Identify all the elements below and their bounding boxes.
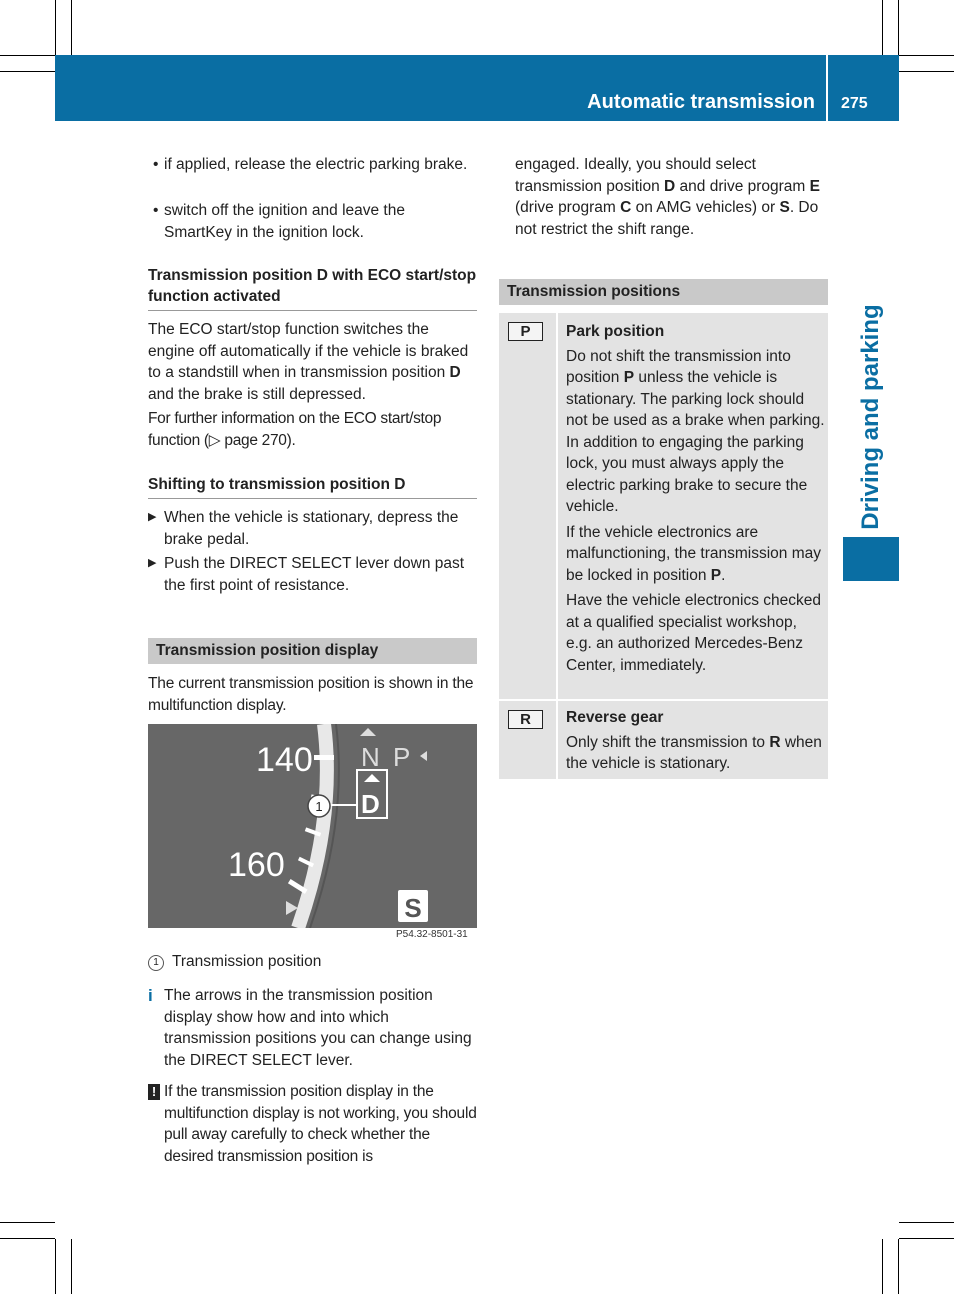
gear-cell (499, 701, 556, 779)
table-row-reverse (499, 701, 828, 779)
up-arrow-icon (360, 728, 376, 736)
crop-mark (0, 1222, 55, 1223)
park-description (566, 321, 826, 680)
chapter-label: Driving and parking (857, 304, 884, 530)
table-heading-bar: Transmission positions (499, 279, 828, 305)
reverse-description (566, 707, 826, 779)
crop-mark (882, 1239, 883, 1294)
legend-number-icon: 1 (148, 955, 164, 971)
mode-s-label: S (404, 893, 422, 923)
transmission-display-figure (148, 724, 477, 928)
crop-mark (71, 0, 72, 55)
eco-paragraph: The ECO start/stop function switches the engine off automatically if the vehicle is braked to a standstill when in transmission position D and the brake is still depressed. (148, 321, 469, 403)
crop-mark (0, 55, 55, 56)
info-note: i The arrows in the transmission position display show how and into which transmission positions you can change using the DIRECT SELECT lever. (148, 986, 472, 1069)
crop-mark (882, 0, 883, 55)
bullet-item: • if applied, release the electric parking brake. (148, 154, 477, 176)
table-row-park (499, 313, 828, 699)
callout-number: 1 (315, 799, 323, 814)
crop-mark (0, 71, 55, 72)
info-icon: i (148, 986, 153, 1005)
gear-d-label: D (361, 789, 380, 819)
column-divider (556, 701, 558, 779)
step-arrow-icon: ▶ (148, 557, 157, 569)
up-arrow-icon (364, 774, 380, 782)
crop-mark (55, 1239, 56, 1294)
gear-n-label: N (361, 742, 380, 772)
continuation-paragraph: engaged. Ideally, you should select transmission position D and drive program E (drive program C on AMG vehicles) or S. Do not restrict the shift range. (515, 156, 820, 238)
park-title: Park position (566, 323, 665, 340)
eco-heading: Transmission position D with ECO start/stop function activated (148, 265, 477, 311)
bullet-item: • switch off the ignition and leave the SmartKey in the ignition lock. (153, 202, 405, 241)
speedometer-tick (314, 755, 334, 760)
display-heading-bar: Transmission position display (148, 638, 477, 664)
figure-legend: 1 Transmission position (148, 951, 477, 973)
crop-mark (899, 1238, 954, 1239)
gear-cell (499, 313, 556, 699)
crop-mark (898, 1239, 899, 1294)
reverse-title: Reverse gear (566, 709, 664, 726)
park-paragraph: If the vehicle electronics are malfunctioning, the transmission may be locked in position P. (566, 523, 822, 584)
page-header (55, 55, 899, 121)
step-item: ▶ When the vehicle is stationary, depress the brake pedal. (148, 509, 459, 548)
speed-label-140: 140 (256, 741, 313, 779)
reverse-paragraph: Only shift the transmission to R when the vehicle is stationary. (566, 733, 822, 772)
display-intro: The current transmission position is shown in the multifunction display. (148, 675, 474, 714)
park-paragraph: Do not shift the transmission into position P unless the vehicle is stationary. The parking lock should not be used as a brake when parking. In addition to engaging the parking lock, you must always apply the electric parking brake to secure the vehicle. (566, 347, 825, 515)
eco-reference-paragraph: For further information on the ECO start/stop function (▷ page 270). (148, 410, 442, 449)
chapter-tab (843, 306, 899, 528)
crop-mark (899, 55, 954, 56)
instrument-cluster-illustration (148, 724, 477, 928)
left-arrow-icon (420, 751, 427, 761)
gear-symbol-r: R (508, 710, 543, 729)
speed-label-160: 160 (228, 846, 285, 884)
crop-mark (55, 0, 56, 55)
crop-mark (898, 0, 899, 55)
crop-mark (899, 71, 954, 72)
step-item: ▶ Push the DIRECT SELECT lever down past the first point of resistance. (148, 555, 465, 594)
column-divider (556, 313, 558, 699)
bullet-dot: • (153, 202, 159, 219)
chapter-tab-marker (843, 537, 899, 581)
crop-mark (0, 1238, 55, 1239)
header-divider (826, 55, 828, 121)
page-number: 275 (841, 95, 868, 112)
gear-symbol-p: P (508, 322, 543, 341)
crop-mark (899, 1222, 954, 1223)
bullet-dot: • (153, 156, 159, 173)
image-code: P54.32-8501-31 (396, 929, 468, 940)
park-paragraph: Have the vehicle electronics checked at a qualified specialist workshop, e.g. an authorized Mercedes-Benz Center, immediately. (566, 592, 822, 674)
crop-mark (71, 1239, 72, 1294)
gear-p-label: P (393, 742, 411, 772)
section-title: Automatic transmission (587, 91, 815, 113)
warning-note: ! If the transmission position display in the multifunction display is not working, you should pull away carefully to check whether the desired transmission position is (148, 1081, 477, 1167)
step-arrow-icon: ▶ (148, 511, 157, 523)
warning-icon: ! (148, 1084, 160, 1100)
shift-heading: Shifting to transmission position D (148, 474, 477, 499)
